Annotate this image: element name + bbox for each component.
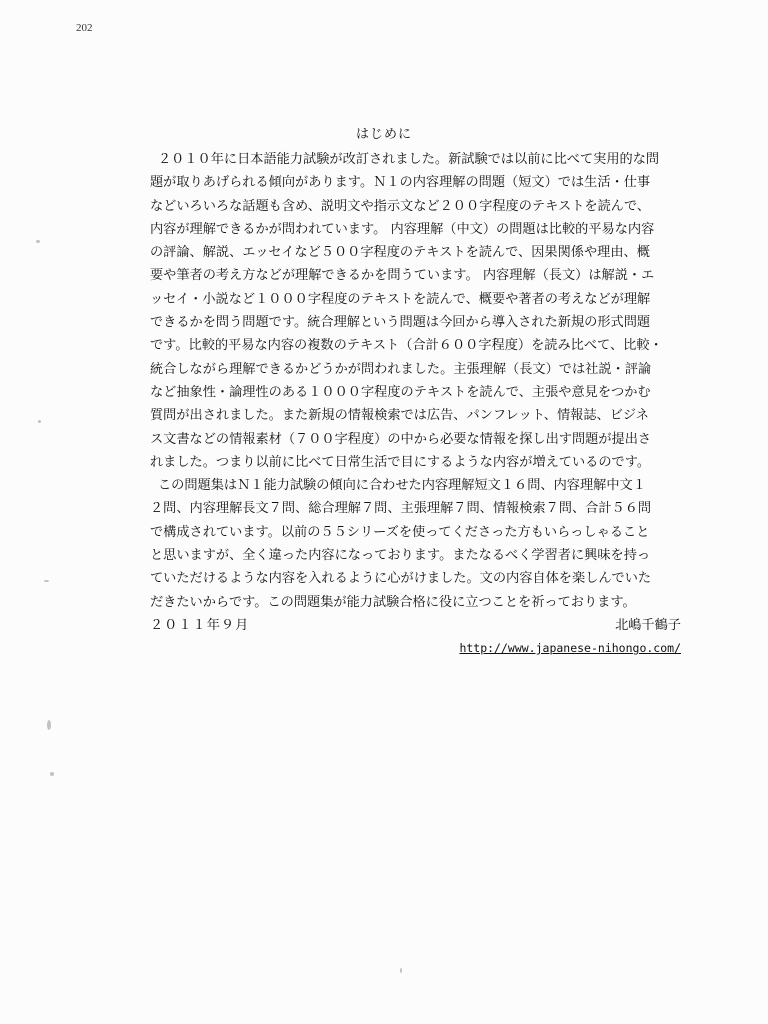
text-line: れました。つまり以前に比べて日常生活で目にするような内容が増えているのです。 [150, 454, 651, 470]
text-line: 内容が理解できるかが問われています。 内容理解（中文）の問題は比較的平易な内容 [150, 221, 655, 237]
text-line: ２０１０年に日本語能力試験が改訂されました。新試験では以前に比べて実用的な問 [158, 152, 660, 167]
scan-speck [50, 772, 54, 776]
text-line: など抽象性・論理性のある１０００字程度のテキストを読んで、主張や意見をつかむ [150, 384, 651, 400]
text-line: 統合しながら理解できるかどうかが問われました。主張理解（長文）では社説・評論 [150, 361, 652, 377]
text-line: ス文書などの情報素材（７００字程度）の中から必要な情報を探し出す問題が提出さ [150, 431, 652, 447]
scan-speck [36, 240, 40, 243]
text-line: 要や筆者の考え方などが理解できるかを問うています。 内容理解（長文）は解説・エ [150, 268, 655, 284]
signature-block [150, 614, 695, 655]
scan-speck [400, 968, 402, 973]
scan-speck [38, 420, 41, 423]
text-line: ２問、内容理解長文７問、総合理解７問、主張理解７問、情報検索７問、合計５６問 [150, 501, 652, 517]
page-number: 202 [76, 22, 93, 34]
text-line: この問題集はＮ１能力試験の傾向に合わせた内容理解短文１６問、内容理解中文１ [158, 478, 646, 494]
website-link[interactable]: http://www.japanese-nihongo.com/ [459, 640, 681, 655]
text-line: です。比較的平易な内容の複数のテキスト（合計６００字程度）を読み比べて、比較・ [150, 338, 663, 354]
preface-body [150, 148, 695, 655]
text-line: 題が取りあげられる傾向があります。Ｎ１の内容理解の問題（短文）では生活・仕事 [150, 175, 651, 191]
author-name: 北嶋千鶴子 [615, 617, 681, 633]
page-title: はじめに [355, 127, 412, 142]
text-line: の評論、解説、エッセイなど５００字程度のテキストを読んで、因果関係や理由、概 [150, 245, 650, 261]
text-line: などいろいろな話題も含め、説明文や指示文など２００字程度のテキストを読んで、 [150, 198, 651, 214]
scan-speck [47, 720, 51, 730]
scan-speck [44, 580, 49, 582]
text-line: 質問が出されました。また新規の情報検索では広告、パンフレット、情報誌、ビジネ [150, 408, 649, 424]
text-line: ッセイ・小説など１０００字程度のテキストを読んで、概要や著者の考えなどが理解 [150, 291, 651, 307]
text-line: と思いますが、全く違った内容になっております。またなるべく学習者に興味を持っ [150, 548, 651, 564]
text-line: で構成されています。以前の５５シリーズを使ってくださった方もいらっしゃること [150, 524, 650, 540]
text-line: できるかを問う問題です。統合理解という問題は今回から導入された新規の形式問題 [150, 315, 651, 331]
text-line: だきたいからです。この問題集が能力試験合格に役に立つことを祈っております。 [150, 594, 636, 610]
date: ２０１１年９月 [150, 617, 250, 633]
text-line: ていただけるような内容を入れるように心がけました。文の内容自体を楽しんでいた [150, 571, 652, 587]
